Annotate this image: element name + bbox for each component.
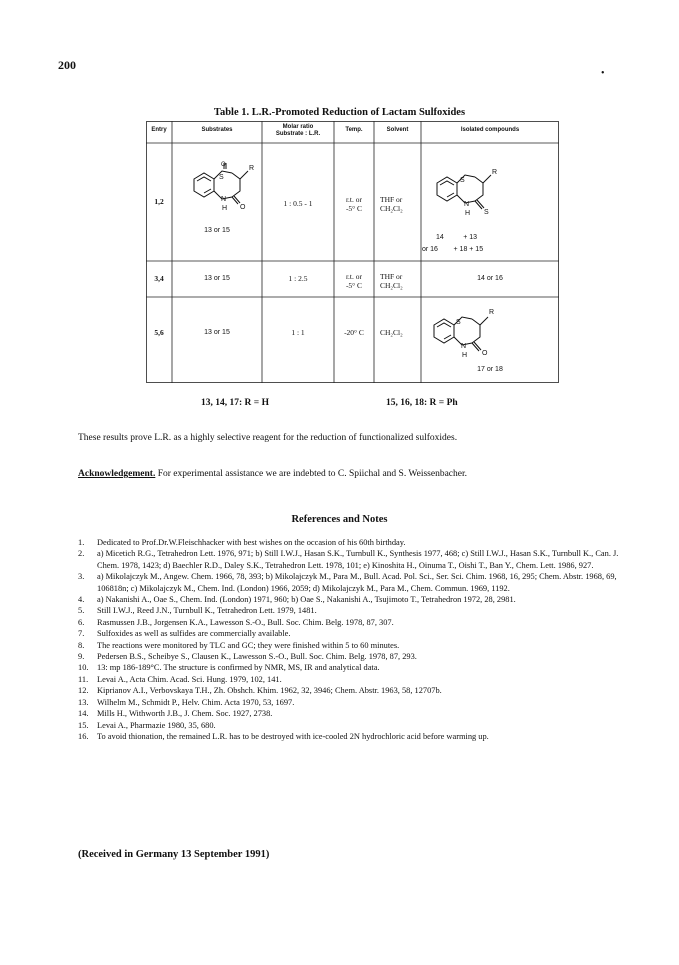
reference-item <box>78 697 623 708</box>
atom-o-carbonyl: O <box>240 204 246 211</box>
reference-text: Pedersen B.S., Scheibye S., Clausen K., Lawesson S.-O., Bull. Soc. Chim. Belg. 1978, 87, 293. <box>97 652 417 662</box>
reference-text: Mills H., Withworth J.B., J. Chem. Soc. 1927, 2738. <box>97 709 273 719</box>
reference-item <box>78 731 623 742</box>
row3-products: 17 or 18 <box>477 366 503 373</box>
reference-text: Levai A., Acta Chim. Acad. Sci. Hung. 1979, 102, 141. <box>97 674 282 684</box>
legend-r-h: 13, 14, 17: R = H <box>201 398 269 408</box>
reference-number: 13. <box>78 697 89 707</box>
atom-s: S <box>219 174 224 181</box>
row3-temp: -20° C <box>344 328 364 337</box>
row2-entry: 3,4 <box>154 274 164 283</box>
reference-item <box>78 720 623 731</box>
reference-text: Rasmussen J.B., Jorgensen K.A., Lawesson S.-O., Bull. Soc. Chim. Belg. 1978, 87, 307. <box>97 617 394 627</box>
reference-number: 6. <box>78 617 85 627</box>
row1-substrate-label: 13 or 15 <box>204 227 230 234</box>
reference-number: 14. <box>78 709 89 719</box>
row3-entry: 5,6 <box>154 328 164 337</box>
reference-number: 5. <box>78 606 85 616</box>
reference-text: Still I.W.J., Reed J.N., Turnbull K., Tetrahedron Lett. 1979, 1481. <box>97 606 317 616</box>
atom-s: S <box>460 177 465 184</box>
reference-text: To avoid thionation, the remained L.R. has to be destroyed with ice-cooled 2N hydrochloric acid before warming up. <box>97 731 489 741</box>
reference-item <box>78 685 623 696</box>
row2-solvent: THF or CH₂Cl₂ <box>380 272 403 290</box>
reference-text: Dedicated to Prof.Dr.W.Fleischhacker with best wishes on the occasion of his 60th birthday. <box>97 538 406 547</box>
reference-text: Levai A., Pharmazie 1980, 35, 680. <box>97 720 216 730</box>
row2-temp: r.t. or -5° C <box>345 272 363 290</box>
row2-products: 14 or 16 <box>477 275 503 282</box>
reference-text: Kiprianov A.I., Verbovskaya T.H., Zh. Obshch. Khim. 1962, 32, 3946; Chem. Abstr. 1963, 58, 12707b. <box>97 686 442 696</box>
atom-o: O <box>221 162 226 168</box>
header-solvent: Solvent <box>386 127 409 133</box>
row1-ratio: 1 : 0.5 - 1 <box>283 199 313 208</box>
reference-item <box>78 628 623 639</box>
reference-number: 16. <box>78 731 89 741</box>
reference-text: The reactions were monitored by TLC and GC; they were finished within 5 to 60 minutes. <box>97 640 400 650</box>
atom-r: R <box>489 309 495 316</box>
reference-item <box>78 537 623 548</box>
reference-number: 12. <box>78 686 89 696</box>
atom-n: N <box>464 201 470 208</box>
header-molar-ratio: Molar ratio Substrate : L.R. <box>275 124 321 137</box>
atom-n: N <box>221 196 227 203</box>
reference-text: a) Mikolajczyk M., Angew. Chem. 1966, 78, 393; b) Mikolajczyk M., Para M., Bull. Acad. Pol. Sci., Ser. Sci. Chim. 1968, 16, 295; Chem. Abstr. 1968, 69, 106818n; c) Mikolajczyk M., Chem. Ind. (London) 1966, 2059; d) Mikolajczyk M., Para M., Chem. Commun. 1969, 1192. <box>97 572 617 593</box>
atom-h: H <box>222 205 228 212</box>
page-number: 200 <box>58 58 76 72</box>
atom-s: S <box>456 319 461 326</box>
atom-h: H <box>462 352 468 359</box>
atom-n: N <box>461 343 467 350</box>
header-temp: Temp. <box>345 127 363 133</box>
row1-solvent: THF or CH₂Cl₂ <box>380 195 403 213</box>
row2-substrate-label: 13 or 15 <box>204 275 230 282</box>
reference-number: 1. <box>78 538 85 547</box>
reference-number: 8. <box>78 640 85 650</box>
header-substrates: Substrates <box>201 127 233 133</box>
row3-solvent: CH₂Cl₂ <box>380 328 403 337</box>
reference-number: 3. <box>78 572 85 582</box>
atom-o-carbonyl: O <box>482 350 488 357</box>
row3-substrate-label: 13 or 15 <box>204 329 230 336</box>
row1-products-b: or 16 + 18 + 15 <box>422 246 484 253</box>
acknowledgement-heading: Acknowledgement. <box>78 469 156 479</box>
acknowledgement-text: For experimental assistance we are indebted to C. Spiichal and S. Weissenbacher. <box>155 469 468 479</box>
atom-h: H <box>465 210 471 217</box>
reference-number: 15. <box>78 720 89 730</box>
row1-temp: r.t. or -5° C <box>345 195 363 213</box>
reference-item <box>78 674 623 685</box>
reference-number: 9. <box>78 652 85 662</box>
table-caption: Table 1. L.R.-Promoted Reduction of Lactam Sulfoxides <box>213 107 466 118</box>
reference-item <box>78 651 623 662</box>
reference-item <box>78 617 623 628</box>
conclusion-text: These results prove L.R. as a highly selective reagent for the reduction of functionalized sulfoxides. <box>78 433 458 443</box>
corner-mark: • <box>601 68 605 79</box>
reference-number: 10. <box>78 663 89 673</box>
received-note: (Received in Germany 13 September 1991) <box>78 849 270 860</box>
reference-text: a) Nakanishi A., Oae S., Chem. Ind. (London) 1971, 960; b) Oae S., Nakanishi A., Tsujimoto T., Tetrahedron 1972, 28, 2981. <box>97 595 516 605</box>
atom-r: R <box>492 169 498 176</box>
reference-item <box>78 605 623 616</box>
reference-text: Sulfoxides as well as sulfides are commercially available. <box>97 629 291 639</box>
reference-text: a) Micetich R.G., Tetrahedron Lett. 1976, 971; b) Still I.W.J., Hasan S.K., Turnbull K., Synthesis 1977, 468; c) Still I.W.J., Hasan S.K., Turnbull K., Can. J. Chem. 1978, 1423; d) Baechler R.D., Daley S.K., Tetrahedron Lett. 1978, 101; e) Kinoshita H., Oinuma T., Oishi T., Ban Y., Chem. Lett. 1986, 927. <box>97 549 619 570</box>
reference-item <box>78 548 623 571</box>
references-heading: References and Notes <box>291 514 388 525</box>
reference-number: 4. <box>78 595 85 605</box>
reference-number: 2. <box>78 549 85 559</box>
reference-item <box>78 640 623 651</box>
reference-item <box>78 571 623 594</box>
row2-ratio: 1 : 2.5 <box>288 274 308 283</box>
reference-number: 11. <box>78 674 89 684</box>
reference-item <box>78 708 623 719</box>
reference-number: 7. <box>78 629 85 639</box>
header-entry: Entry <box>151 127 167 133</box>
row1-products-a: 14 + 13 <box>436 234 478 241</box>
atom-s-thione: S <box>484 209 489 216</box>
row3-ratio: 1 : 1 <box>291 328 305 337</box>
atom-r: R <box>249 165 255 172</box>
reference-text: 13: mp 186-189°C. The structure is confirmed by NMR, MS, IR and analytical data. <box>97 663 380 673</box>
references-list <box>78 537 623 742</box>
reference-item <box>78 594 623 605</box>
reference-text: Wilhelm M., Schmidt P., Helv. Chim. Acta 1970, 53, 1697. <box>97 697 295 707</box>
acknowledgement <box>78 469 618 479</box>
results-table <box>146 121 559 383</box>
legend-r-ph: 15, 16, 18: R = Ph <box>386 398 458 408</box>
header-isolated: Isolated compounds <box>460 127 520 133</box>
row1-entry: 1,2 <box>154 197 164 206</box>
reference-item <box>78 662 623 673</box>
